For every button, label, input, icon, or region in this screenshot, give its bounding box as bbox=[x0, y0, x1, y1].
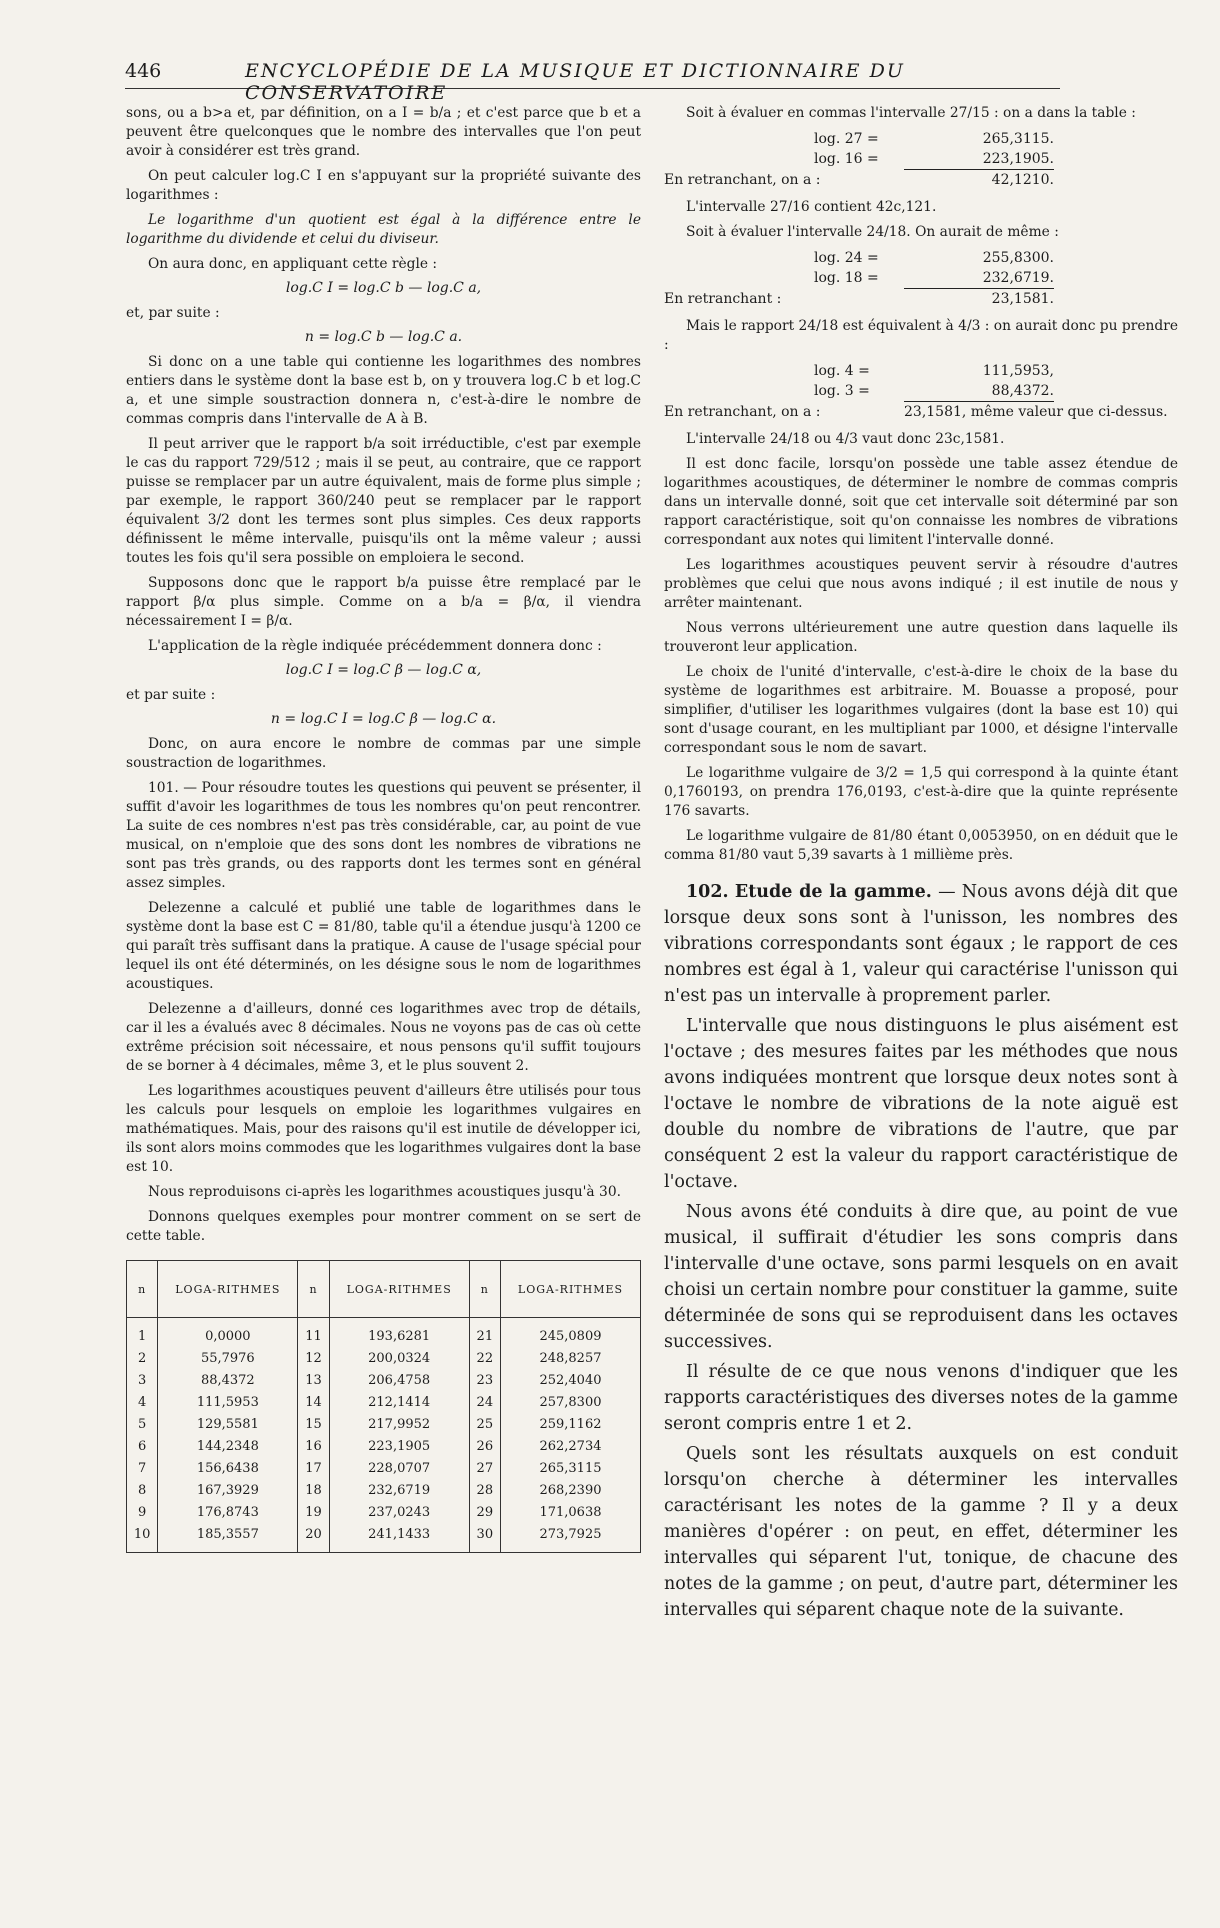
cell-logarithm: 248,8257 bbox=[500, 1348, 640, 1370]
paragraph: et, par suite : bbox=[126, 305, 220, 321]
equation: n = log.C b — log.C a. bbox=[304, 329, 463, 345]
cell-n: 30 bbox=[469, 1524, 500, 1553]
cell-n: 23 bbox=[469, 1370, 500, 1392]
cell-logarithm: 212,1414 bbox=[329, 1392, 469, 1414]
calc-label: log. 24 = bbox=[814, 250, 879, 266]
cell-n: 9 bbox=[127, 1502, 158, 1524]
table-row bbox=[127, 1318, 641, 1349]
column-header-n: n bbox=[127, 1261, 158, 1318]
calc-label: log. 3 = bbox=[814, 383, 870, 399]
paragraph: L'intervalle 27/16 contient 42c,121. bbox=[686, 199, 937, 215]
cell-n: 16 bbox=[298, 1436, 329, 1458]
cell-n: 10 bbox=[127, 1524, 158, 1553]
cell-n: 22 bbox=[469, 1348, 500, 1370]
paragraph: Donc, on aura encore le nombre de commas par une simple soustraction de logarithmes. bbox=[126, 736, 641, 771]
table-row bbox=[127, 1414, 641, 1436]
paragraph: Nous reproduisons ci-après les logarithmes acoustiques jusqu'à 30. bbox=[148, 1184, 621, 1200]
cell-n: 19 bbox=[298, 1502, 329, 1524]
calc-label: log. 16 = bbox=[814, 151, 879, 167]
paragraph: Mais le rapport 24/18 est équivalent à 4/3 : on aurait donc pu prendre : bbox=[664, 318, 1178, 353]
paragraph: sons, ou a b>a et, par définition, on a I = b/a ; et c'est parce que b et a peuvent être quelconques que le nombre des intervalles que l'on peut avoir à considérer est très grand. bbox=[126, 105, 641, 159]
calc-label: log. 27 = bbox=[814, 131, 879, 147]
cell-logarithm: 252,4040 bbox=[500, 1370, 640, 1392]
cell-n: 28 bbox=[469, 1480, 500, 1502]
cell-logarithm: 156,6438 bbox=[158, 1458, 298, 1480]
calc-result: 23,1581. bbox=[991, 291, 1054, 307]
cell-logarithm: 268,2390 bbox=[500, 1480, 640, 1502]
paragraph: Delezenne a d'ailleurs, donné ces logarithmes avec trop de détails, car il les a évalués avec 8 décimales. Nous ne voyons pas de cas où cette extrême précision soit nécessaire, et nous pensons qu'il suffit toujours de se borner à 4 décimales, même 3, et le plus souvent 2. bbox=[126, 1001, 641, 1074]
paragraph: Le choix de l'unité d'intervalle, c'est-à-dire le choix de la base du système de logarithmes est arbitraire. M. Bouasse a proposé, pour simplifier, d'utiliser les logarithmes vulgaires (dont la base est 10) qui sont d'usage courant, en les multipliant par 1000, et désigne l'intervalle correspondant sous le nom de savart. bbox=[664, 664, 1178, 756]
section-number: 102. bbox=[686, 882, 729, 902]
cell-logarithm: 265,3115 bbox=[500, 1458, 640, 1480]
calc-result: 42,1210. bbox=[991, 172, 1054, 188]
cell-logarithm: 228,0707 bbox=[329, 1458, 469, 1480]
calc-label: log. 4 = bbox=[814, 363, 870, 379]
calc-label: log. 18 = bbox=[814, 270, 879, 286]
cell-n: 15 bbox=[298, 1414, 329, 1436]
cell-logarithm: 241,1433 bbox=[329, 1524, 469, 1553]
cell-logarithm: 144,2348 bbox=[158, 1436, 298, 1458]
paragraph: Le logarithme vulgaire de 81/80 étant 0,0053950, on en déduit que le comma 81/80 vaut 5,39 savarts à 1 millième près. bbox=[664, 828, 1178, 863]
paragraph: Il est donc facile, lorsqu'on possède une table assez étendue de logarithmes acoustiques, de déterminer le nombre de commas compris dans un intervalle donné, soit que cet intervalle soit déterminé par son rapport caractéristique, soit qu'on connaisse les nombres de vibrations correspondant aux notes qui limitent l'intervalle donné. bbox=[664, 456, 1178, 548]
cell-logarithm: 171,0638 bbox=[500, 1502, 640, 1524]
table-row bbox=[127, 1458, 641, 1480]
cell-n: 29 bbox=[469, 1502, 500, 1524]
calc-value: 265,3115. bbox=[982, 131, 1054, 147]
section-text: — Nous avons déjà dit que lorsque deux sons sont à l'unisson, les nombres des vibrations correspondants sont égaux ; le rapport de ces nombres est égal à 1, valeur qui caractérise l'unisson qui n'est pas un intervalle à proprement parler. bbox=[664, 882, 1178, 1006]
cell-n: 3 bbox=[127, 1370, 158, 1392]
page-header bbox=[125, 58, 1060, 104]
cell-logarithm: 259,1162 bbox=[500, 1414, 640, 1436]
right-column bbox=[664, 104, 1178, 1627]
cell-n: 14 bbox=[298, 1392, 329, 1414]
table-body bbox=[127, 1318, 641, 1553]
calculation-block bbox=[664, 129, 1178, 190]
table-header-row bbox=[127, 1261, 641, 1318]
cell-n: 1 bbox=[127, 1318, 158, 1349]
cell-n: 18 bbox=[298, 1480, 329, 1502]
cell-logarithm: 129,5581 bbox=[158, 1414, 298, 1436]
section-paragraph: L'intervalle que nous distinguons le plus aisément est l'octave ; des mesures faites par les méthodes que nous avons indiquées montrent que lorsque deux notes sont à l'octave le nombre de vibrations de la note aiguë est double du nombre de vibrations de l'autre, que par conséquent 2 est la valeur du rapport caractéristique de l'octave. bbox=[664, 1016, 1178, 1192]
table-row bbox=[127, 1480, 641, 1502]
paragraph: L'application de la règle indiquée précédemment donnera donc : bbox=[148, 638, 602, 654]
calc-value: 255,8300. bbox=[982, 250, 1054, 266]
logarithm-table bbox=[126, 1260, 641, 1553]
paragraph: Delezenne a calculé et publié une table de logarithmes dans le système dont la base est C = 81/80, table qu'il a étendue jusqu'à 1200 ce qui paraît très suffisant dans la pratique. A cause de l'usage spécial pour lequel ils ont été déterminés, on les désigne sous le nom de logarithmes acoustiques. bbox=[126, 900, 641, 992]
section-title: Etude de la gamme. bbox=[734, 882, 932, 902]
column-header-n: n bbox=[469, 1261, 500, 1318]
calc-result: 23,1581, même valeur que ci-dessus. bbox=[904, 404, 1168, 420]
table-row bbox=[127, 1436, 641, 1458]
calc-label: En retranchant, on a : bbox=[664, 404, 821, 420]
section-paragraph: Quels sont les résultats auxquels on est conduit lorsqu'on cherche à déterminer les intervalles caractérisant les notes de la gamme ? Il y a deux manières d'opérer : on peut, en effet, déterminer les intervalles qui séparent l'ut, tonique, de chacune des notes de la gamme ; on peut, d'autre part, déterminer les intervalles qui séparent chaque note de la suivante. bbox=[664, 1444, 1178, 1620]
table-row bbox=[127, 1524, 641, 1553]
cell-logarithm: 176,8743 bbox=[158, 1502, 298, 1524]
cell-n: 27 bbox=[469, 1458, 500, 1480]
section-paragraph: Nous avons été conduits à dire que, au point de vue musical, il suffirait d'étudier les sons compris dans l'intervalle d'une octave, sons parmi lesquels on en avait choisi un certain nombre pour constituer la gamme, suite déterminée de sons qui se reproduisent dans les octaves successives. bbox=[664, 1202, 1178, 1352]
paragraph: Si donc on a une table qui contienne les logarithmes des nombres entiers dans le système dont la base est b, on y trouvera log.C b et log.C a, et une simple soustraction donnera n, c'est-à-dire le nombre de commas compris dans l'intervalle de A à B. bbox=[126, 354, 641, 427]
paragraph: Les logarithmes acoustiques peuvent servir à résoudre d'autres problèmes que celui que nous avons indiqué ; il est inutile de nous y arrêter maintenant. bbox=[664, 557, 1178, 611]
cell-n: 21 bbox=[469, 1318, 500, 1349]
calculation-block bbox=[664, 361, 1178, 422]
table-row bbox=[127, 1502, 641, 1524]
calculation-block bbox=[664, 248, 1178, 309]
running-title: ENCYCLOPÉDIE DE LA MUSIQUE ET DICTIONNAIRE DU CONSERVATOIRE bbox=[245, 60, 905, 104]
cell-n: 6 bbox=[127, 1436, 158, 1458]
cell-n: 7 bbox=[127, 1458, 158, 1480]
paragraph: Supposons donc que le rapport b/a puisse être remplacé par le rapport β/α plus simple. Comme on a b/a = β/α, il viendra nécessairement I = β/α. bbox=[126, 575, 641, 629]
calc-label: En retranchant : bbox=[664, 291, 782, 307]
equation: n = log.C I = log.C β — log.C α. bbox=[270, 711, 497, 727]
cell-logarithm: 185,3557 bbox=[158, 1524, 298, 1553]
cell-n: 2 bbox=[127, 1348, 158, 1370]
left-column bbox=[126, 104, 641, 1553]
calc-value: 111,5953, bbox=[982, 363, 1054, 379]
paragraph: Les logarithmes acoustiques peuvent d'ailleurs être utilisés pour tous les calculs pour lesquels on emploie les logarithmes vulgaires en mathématiques. Mais, pour des raisons qu'il est inutile de développer ici, ils sont alors moins commodes que les logarithmes vulgaires dont la base est 10. bbox=[126, 1083, 641, 1175]
paragraph: Soit à évaluer en commas l'intervalle 27/15 : on a dans la table : bbox=[686, 105, 1136, 121]
cell-n: 25 bbox=[469, 1414, 500, 1436]
table-row bbox=[127, 1348, 641, 1370]
cell-logarithm: 245,0809 bbox=[500, 1318, 640, 1349]
column-header-logarithms: LOGA-RITHMES bbox=[329, 1261, 469, 1318]
cell-logarithm: 0,0000 bbox=[158, 1318, 298, 1349]
section-paragraph: Il résulte de ce que nous venons d'indiquer que les rapports caractéristiques des diverses notes de la gamme seront compris entre 1 et 2. bbox=[664, 1362, 1178, 1434]
calc-value: 232,6719. bbox=[904, 268, 1054, 289]
cell-n: 12 bbox=[298, 1348, 329, 1370]
cell-n: 17 bbox=[298, 1458, 329, 1480]
table-row bbox=[127, 1392, 641, 1414]
paragraph: Le logarithme vulgaire de 3/2 = 1,5 qui correspond à la quinte étant 0,1760193, on prendra 176,0193, c'est-à-dire que la quinte représente 176 savarts. bbox=[664, 765, 1178, 819]
cell-logarithm: 200,0324 bbox=[329, 1348, 469, 1370]
cell-logarithm: 223,1905 bbox=[329, 1436, 469, 1458]
page-number: 446 bbox=[125, 60, 162, 82]
cell-logarithm: 206,4758 bbox=[329, 1370, 469, 1392]
cell-n: 4 bbox=[127, 1392, 158, 1414]
column-header-logarithms: LOGA-RITHMES bbox=[158, 1261, 298, 1318]
cell-n: 20 bbox=[298, 1524, 329, 1553]
cell-n: 24 bbox=[469, 1392, 500, 1414]
cell-logarithm: 237,0243 bbox=[329, 1502, 469, 1524]
cell-logarithm: 273,7925 bbox=[500, 1524, 640, 1553]
paragraph: Soit à évaluer l'intervalle 24/18. On aurait de même : bbox=[686, 224, 1059, 240]
paragraph: Donnons quelques exemples pour montrer comment on se sert de cette table. bbox=[126, 1209, 641, 1244]
paragraph: Il peut arriver que le rapport b/a soit irréductible, c'est par exemple le cas du rapport 729/512 ; mais il se peut, au contraire, que ce rapport puisse se remplacer par un autre équivalent, mais de forme plus simple ; par exemple, le rapport 360/240 peut se remplacer par le rapport équivalent 3/2 dont les termes sont plus simples. Ces deux rapports définissent le même intervalle, puisqu'ils ont la même valeur ; aussi toutes les fois qu'il sera possible on emploiera le second. bbox=[126, 436, 641, 566]
column-header-n: n bbox=[298, 1261, 329, 1318]
table-row bbox=[127, 1370, 641, 1392]
column-header-logarithms: LOGA-RITHMES bbox=[500, 1261, 640, 1318]
paragraph: On peut calculer log.C I en s'appuyant sur la propriété suivante des logarithmes : bbox=[126, 168, 641, 203]
cell-logarithm: 257,8300 bbox=[500, 1392, 640, 1414]
cell-logarithm: 217,9952 bbox=[329, 1414, 469, 1436]
calc-label: En retranchant, on a : bbox=[664, 172, 821, 188]
calc-value: 88,4372. bbox=[904, 381, 1054, 402]
rule-statement: Le logarithme d'un quotient est égal à la différence entre le logarithme du dividende et celui du diviseur. bbox=[126, 212, 641, 247]
paragraph: et par suite : bbox=[126, 687, 216, 703]
equation: log.C I = log.C b — log.C a, bbox=[285, 280, 482, 296]
cell-logarithm: 111,5953 bbox=[158, 1392, 298, 1414]
cell-logarithm: 55,7976 bbox=[158, 1348, 298, 1370]
paragraph: Nous verrons ultérieurement une autre question dans laquelle ils trouveront leur application. bbox=[664, 620, 1178, 655]
cell-logarithm: 193,6281 bbox=[329, 1318, 469, 1349]
cell-logarithm: 167,3929 bbox=[158, 1480, 298, 1502]
paragraph: On aura donc, en appliquant cette règle : bbox=[148, 256, 438, 272]
equation: log.C I = log.C β — log.C α, bbox=[285, 662, 482, 678]
cell-logarithm: 232,6719 bbox=[329, 1480, 469, 1502]
cell-n: 26 bbox=[469, 1436, 500, 1458]
cell-n: 5 bbox=[127, 1414, 158, 1436]
cell-n: 8 bbox=[127, 1480, 158, 1502]
cell-n: 13 bbox=[298, 1370, 329, 1392]
section-102 bbox=[664, 879, 1178, 1009]
calc-value: 223,1905. bbox=[904, 149, 1054, 170]
cell-logarithm: 262,2734 bbox=[500, 1436, 640, 1458]
cell-logarithm: 88,4372 bbox=[158, 1370, 298, 1392]
paragraph: 101. — Pour résoudre toutes les questions qui peuvent se présenter, il suffit d'avoir les logarithmes de tous les nombres qu'on peut rencontrer. La suite de ces nombres n'est pas très considérable, car, au point de vue musical, on n'emploie que des sons dont les nombres de vibrations ne sont pas très grands, ou des rapports dont les termes sont en général assez simples. bbox=[126, 780, 641, 891]
cell-n: 11 bbox=[298, 1318, 329, 1349]
paragraph: L'intervalle 24/18 ou 4/3 vaut donc 23c,1581. bbox=[686, 431, 1005, 447]
